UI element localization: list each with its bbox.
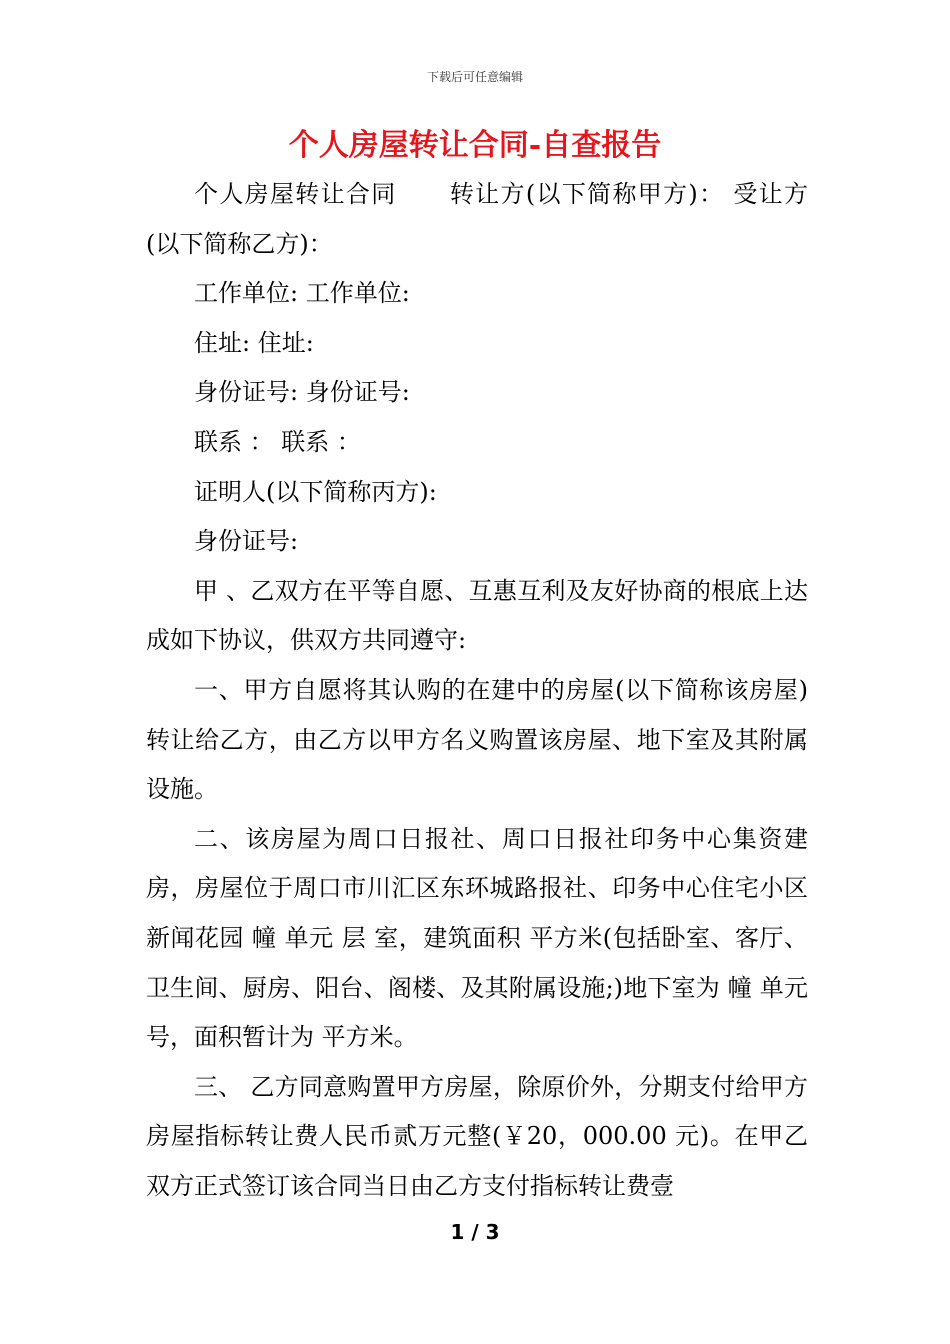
field-contact: 联系 ： 联系 ： <box>194 427 361 456</box>
document-body <box>146 170 808 1211</box>
field-witness-id: 身份证号: <box>194 527 299 556</box>
field-address: 住址: 住址: <box>194 328 314 357</box>
field-witness: 证明人(以下简称丙方): <box>194 477 437 506</box>
intro-contract-name: 个人房屋转让合同 <box>194 180 397 208</box>
intro-paragraph <box>146 170 808 269</box>
document-title: 个人房屋转让合同-自查报告 <box>288 128 662 163</box>
intro-parties: 转让方(以下简称甲方)： 受让方(以下简称乙方)： <box>146 180 808 258</box>
field-id-number: 身份证号: 身份证号: <box>194 378 410 407</box>
field-work-unit: 工作单位: 工作单位: <box>194 279 410 308</box>
paragraph-agreement: 甲 、乙双方在平等自愿、互惠互利及友好协商的根底上达成如下协议，供双方共同遵守: <box>146 576 808 655</box>
paragraph-clause-1: 一、甲方自愿将其认购的在建中的房屋(以下简称该房屋)转让给乙方，由乙方以甲方名义购置该房屋、地下室及其附属设施。 <box>146 675 808 804</box>
paragraph-clause-3: 三、 乙方同意购置甲方房屋，除原价外，分期支付给甲方房屋指标转让费人民币贰万元整(￥20，000.00 元)。在甲乙双方正式签订该合同当日由乙方支付指标转让费壹 <box>146 1072 808 1200</box>
page-number: 1 / 3 <box>450 1220 500 1244</box>
paragraph-clause-2: 二、该房屋为周口日报社、周口日报社印务中心集资建房，房屋位于周口市川汇区东环城路报社、印务中心住宅小区新闻花园 幢 单元 层 室，建筑面积 平方米(包括卧室、客厅、卫生间、厨房、阳台、阁楼、及其附属设施;)地下室为 幢 单元 号，面积暂计为 平方米。 <box>146 824 808 1052</box>
header-note: 下载后可任意编辑 <box>426 70 523 84</box>
